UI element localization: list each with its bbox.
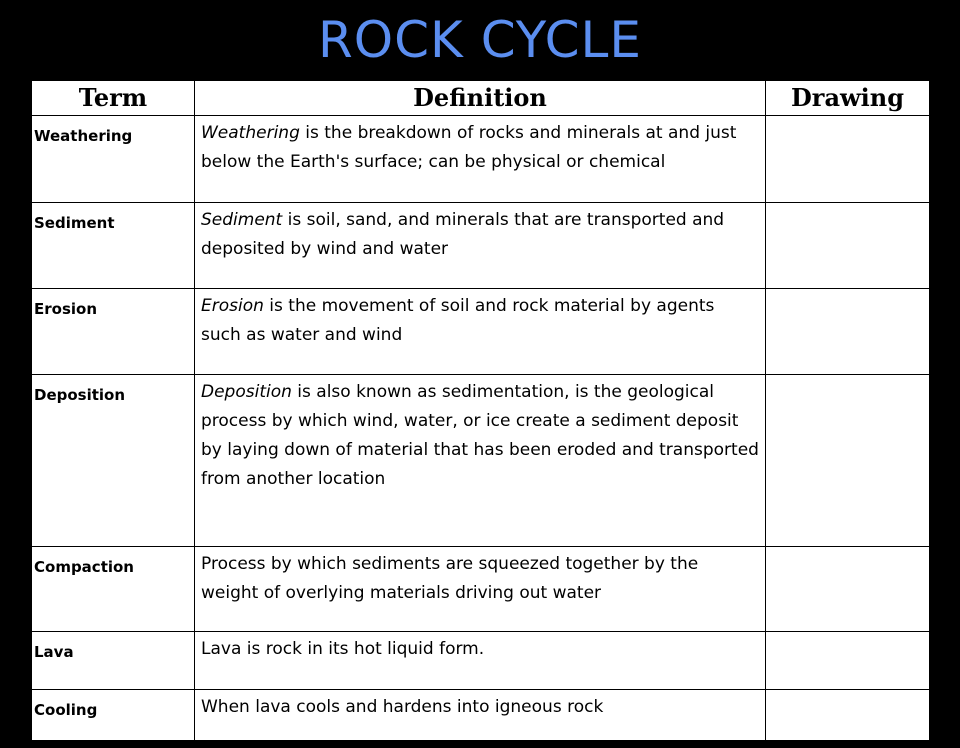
drawing-cell[interactable] (766, 116, 930, 203)
term-cell: Cooling (32, 690, 195, 748)
drawing-cell[interactable] (766, 632, 930, 690)
rock-cycle-table-container (31, 80, 929, 740)
table-row-lava (32, 632, 930, 690)
term-cell: Sediment (32, 203, 195, 289)
drawing-cell[interactable] (766, 690, 930, 748)
definition-cell (195, 116, 766, 203)
definition-cell (195, 690, 766, 748)
table-row-cooling (32, 690, 930, 748)
rock-cycle-table (31, 80, 930, 748)
table-row-erosion (32, 289, 930, 375)
table-row-deposition (32, 375, 930, 547)
header-drawing: Drawing (766, 81, 930, 116)
drawing-cell[interactable] (766, 203, 930, 289)
term-cell: Erosion (32, 289, 195, 375)
definition-cell (195, 632, 766, 690)
definition-cell (195, 289, 766, 375)
term-cell: Lava (32, 632, 195, 690)
table-header-row (32, 81, 930, 116)
slide-title: ROCK CYCLE (318, 11, 642, 69)
definition-lead: Erosion (201, 296, 264, 316)
definition-text: is the breakdown of rocks and minerals at and just below the Earth's surface; can be physical or chemical (201, 123, 737, 172)
definition-text: When lava cools and hardens into igneous rock (201, 697, 604, 717)
header-term: Term (32, 81, 195, 116)
term-cell: Compaction (32, 547, 195, 632)
definition-cell (195, 547, 766, 632)
term-cell: Weathering (32, 116, 195, 203)
header-definition: Definition (195, 81, 766, 116)
definition-cell (195, 203, 766, 289)
definition-lead: Sediment (201, 210, 283, 230)
drawing-cell[interactable] (766, 547, 930, 632)
definition-text: Lava is rock in its hot liquid form. (201, 639, 485, 659)
definition-lead: Weathering (201, 123, 300, 143)
definition-text: is also known as sedimentation, is the geological process by which wind, water, or ice create a sediment deposit by laying down of material that has been eroded and transported from another location (201, 382, 759, 489)
table-row-sediment (32, 203, 930, 289)
table-row-weathering (32, 116, 930, 203)
definition-text: is soil, sand, and minerals that are transported and deposited by wind and water (201, 210, 725, 259)
definition-lead: Deposition (201, 382, 292, 402)
definition-cell (195, 375, 766, 547)
drawing-cell[interactable] (766, 289, 930, 375)
definition-text: is the movement of soil and rock material by agents such as water and wind (201, 296, 715, 345)
definition-text: Process by which sediments are squeezed together by the weight of overlying materials driving out water (201, 554, 699, 603)
table-row-compaction (32, 547, 930, 632)
drawing-cell[interactable] (766, 375, 930, 547)
term-cell: Deposition (32, 375, 195, 547)
